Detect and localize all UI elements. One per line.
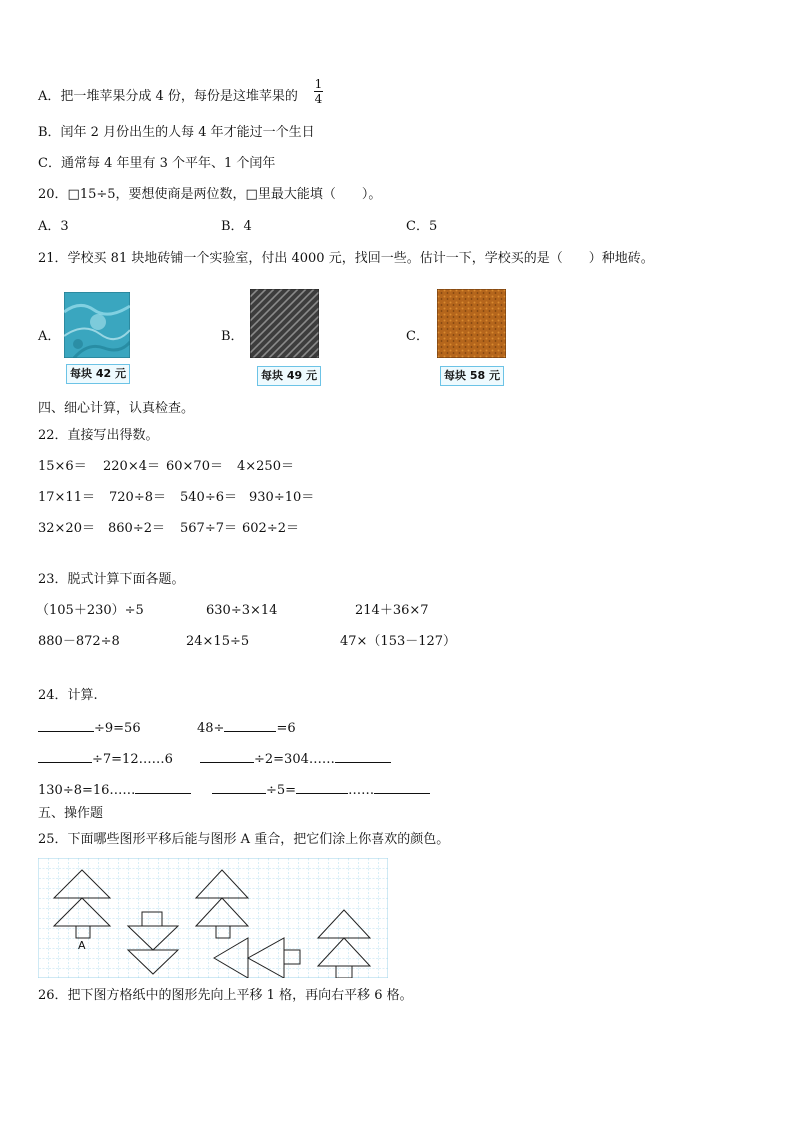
q21-tile-c-image	[437, 289, 506, 358]
q21-tile-a-image	[64, 292, 130, 358]
q21-option-c-letter: C．	[406, 329, 429, 344]
fraction-numerator: 1	[314, 77, 323, 91]
q24-expression: 130÷8=16……	[38, 783, 136, 798]
q23-item: 47×（153－127）	[340, 634, 457, 649]
q21-option-b-letter: B．	[221, 329, 244, 344]
q20-option-b: B．4	[221, 219, 252, 234]
q24-expression: ……	[348, 783, 375, 798]
answer-blank[interactable]	[135, 781, 191, 794]
q24-row-3-left	[38, 781, 191, 799]
answer-blank[interactable]	[296, 781, 348, 794]
q20-stem: 20．□15÷5，要想使商是两位数，□里最大能填（ ）。	[38, 187, 382, 202]
q21-price-b: 每块 49 元	[257, 366, 321, 386]
q22-item: 567÷7＝	[180, 521, 237, 536]
fraction-denominator: 4	[314, 92, 323, 106]
grid-paper	[38, 858, 388, 978]
answer-blank[interactable]	[38, 750, 92, 763]
q25-stem: 25．下面哪些图形平移后能与图形 A 重合，把它们涂上你喜欢的颜色。	[38, 832, 450, 847]
q19-option-a-fraction	[314, 78, 323, 105]
answer-blank[interactable]	[224, 719, 276, 732]
q24-expression: 48÷	[197, 721, 225, 736]
q24-expression: ÷9=56	[94, 721, 141, 736]
q25-grid-figure	[38, 858, 388, 982]
answer-blank[interactable]	[374, 781, 430, 794]
q22-stem: 22．直接写出得数。	[38, 428, 159, 443]
q22-item: 15×6＝	[38, 459, 87, 474]
shape-a-label: A	[78, 939, 86, 952]
q24-row-1-left	[38, 719, 141, 737]
q22-item: 32×20＝	[38, 521, 95, 536]
q22-item: 720÷8＝	[109, 490, 166, 505]
q21-stem: 21．学校买 81 块地砖铺一个实验室，付出 4000 元，找回一些。估计一下，学校买的是（ ）种地砖。	[38, 251, 654, 266]
q24-stem: 24．计算.	[38, 688, 98, 703]
q21-tile-b-image	[250, 289, 319, 358]
q24-expression: =6	[276, 721, 296, 736]
q26-stem: 26．把下图方格纸中的图形先向上平移 1 格，再向右平移 6 格。	[38, 988, 413, 1003]
q23-item: 880－872÷8	[38, 634, 120, 649]
q24-row-3-right	[212, 781, 430, 799]
answer-blank[interactable]	[200, 750, 254, 763]
q24-row-1-right	[197, 719, 296, 737]
q22-item: 602÷2＝	[242, 521, 299, 536]
q24-row-2-right	[200, 750, 391, 768]
q21-option-a-letter: A．	[38, 329, 61, 344]
q21-price-a: 每块 42 元	[66, 364, 130, 384]
section-4-title: 四、细心计算，认真检查。	[38, 401, 195, 416]
q22-item: 220×4＝	[103, 459, 160, 474]
q21-price-c: 每块 58 元	[440, 366, 504, 386]
q20-option-a: A．3	[38, 219, 69, 234]
answer-blank[interactable]	[335, 750, 391, 763]
q19-option-a	[38, 89, 298, 105]
q24-expression: ÷7=12……6	[92, 752, 173, 767]
q20-option-c: C．5	[406, 219, 438, 234]
answer-blank[interactable]	[212, 781, 266, 794]
q22-item: 60×70＝	[166, 459, 223, 474]
q22-item: 4×250＝	[237, 459, 294, 474]
q23-stem: 23．脱式计算下面各题。	[38, 572, 185, 587]
q22-item: 17×11＝	[38, 490, 95, 505]
q24-row-2-left	[38, 750, 173, 768]
q23-item: 630÷3×14	[206, 603, 278, 618]
q19-option-a-text: A．把一堆苹果分成 4 份，每份是这堆苹果的	[38, 89, 298, 104]
section-5-title: 五、操作题	[38, 806, 104, 821]
q23-item: 214＋36×7	[355, 603, 429, 618]
q23-item: （105＋230）÷5	[36, 603, 144, 618]
q22-item: 930÷10＝	[249, 490, 315, 505]
answer-blank[interactable]	[38, 719, 94, 732]
q19-option-c: C．通常每 4 年里有 3 个平年、1 个闰年	[38, 156, 276, 171]
q22-item: 860÷2＝	[108, 521, 165, 536]
q19-option-b: B．闰年 2 月份出生的人每 4 年才能过一个生日	[38, 125, 315, 140]
q23-item: 24×15÷5	[186, 634, 250, 649]
q24-expression: ÷5=	[266, 783, 297, 798]
q24-expression: ÷2=304……	[254, 752, 335, 767]
q22-item: 540÷6＝	[180, 490, 237, 505]
